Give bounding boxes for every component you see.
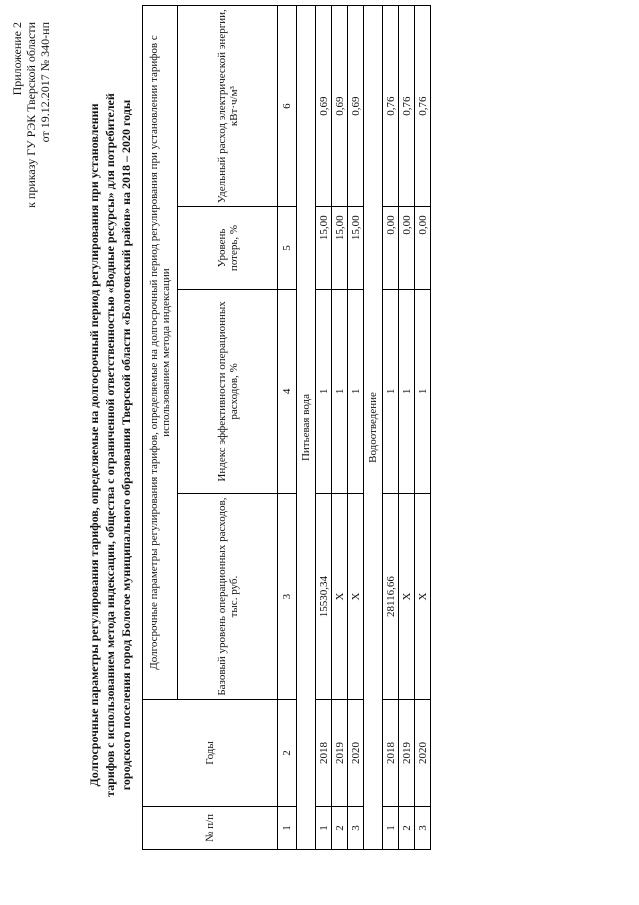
cell-energy: 0,76 — [399, 6, 415, 207]
column-number: 6 — [278, 6, 297, 207]
cell-energy: 0,76 — [383, 6, 399, 207]
cell-year: 2020 — [415, 700, 431, 807]
header-num: № п/п — [143, 807, 278, 850]
table-row — [316, 6, 332, 850]
cell-loss: 15,00 — [316, 207, 332, 289]
cell-year: 2019 — [399, 700, 415, 807]
cell-num: 3 — [415, 807, 431, 850]
cell-base: 15530,34 — [316, 494, 332, 700]
table-row — [415, 6, 431, 850]
annex-block — [10, 22, 52, 208]
title-line-1: Долгосрочные параметры регулирования тарифов, определяемые на долгосрочный период регулирования при установлении — [87, 103, 101, 787]
table-row — [383, 6, 399, 850]
table-row — [399, 6, 415, 850]
cell-loss: 0,00 — [415, 207, 431, 289]
cell-num: 1 — [383, 807, 399, 850]
cell-year: 2018 — [316, 700, 332, 807]
cell-loss: 15,00 — [348, 207, 364, 289]
column-number-row — [278, 6, 297, 850]
cell-loss: 15,00 — [332, 207, 348, 289]
cell-num: 1 — [316, 807, 332, 850]
cell-index: 1 — [332, 289, 348, 493]
annex-line-3: от 19.12.2017 № 340-нп — [38, 22, 52, 143]
header-loss: Уровень потерь, % — [178, 207, 278, 289]
annex-line-1: Приложение 2 — [10, 22, 24, 96]
cell-year: 2018 — [383, 700, 399, 807]
cell-index: 1 — [316, 289, 332, 493]
annex-line-2: к приказу ГУ РЭК Тверской области — [24, 22, 38, 208]
cell-energy: 0,69 — [332, 6, 348, 207]
column-number: 5 — [278, 207, 297, 289]
cell-energy: 0,69 — [316, 6, 332, 207]
cell-index: 1 — [383, 289, 399, 493]
cell-base: X — [332, 494, 348, 700]
header-base: Базовый уровень операционных расходов, тыс. руб. — [178, 494, 278, 700]
cell-loss: 0,00 — [383, 207, 399, 289]
column-number: 4 — [278, 289, 297, 493]
header-years: Годы — [143, 700, 278, 807]
cell-index: 1 — [415, 289, 431, 493]
table-row — [348, 6, 364, 850]
cell-loss: 0,00 — [399, 207, 415, 289]
table-row — [332, 6, 348, 850]
cell-num: 2 — [399, 807, 415, 850]
cell-base: X — [415, 494, 431, 700]
cell-year: 2020 — [348, 700, 364, 807]
section-row — [297, 6, 316, 850]
cell-index: 1 — [348, 289, 364, 493]
column-number: 3 — [278, 494, 297, 700]
cell-year: 2019 — [332, 700, 348, 807]
column-number: 1 — [278, 807, 297, 850]
section-row — [364, 6, 383, 850]
section-title-sewerage: Водоотведение — [364, 6, 383, 850]
column-number: 2 — [278, 700, 297, 807]
cell-index: 1 — [399, 289, 415, 493]
cell-energy: 0,69 — [348, 6, 364, 207]
document-title — [86, 45, 134, 845]
cell-base: X — [348, 494, 364, 700]
title-line-2: тарифов с использованием метода индексации, общества с ограниченной ответственностью «Водные ресурсы» для потребителей — [103, 93, 117, 797]
header-group: Долгосрочные параметры регулирования тарифов, определяемые на долгосрочный период регулирования при установлении тарифов с использованием метода индексации — [143, 6, 178, 700]
header-index: Индекс эффективности операционных расходов, % — [178, 289, 278, 493]
section-title-water: Питьевая вода — [297, 6, 316, 850]
header-energy: Удельный расход электрической энергии, кВт·ч/м³ — [178, 6, 278, 207]
title-line-3: городского поселения город Бологое муниципального образования Тверской области «Бологовский район» на 2018 – 2020 годы — [119, 99, 133, 791]
cell-base: 28116,66 — [383, 494, 399, 700]
cell-base: X — [399, 494, 415, 700]
cell-num: 2 — [332, 807, 348, 850]
cell-num: 3 — [348, 807, 364, 850]
parameters-table — [142, 5, 431, 850]
cell-energy: 0,76 — [415, 6, 431, 207]
